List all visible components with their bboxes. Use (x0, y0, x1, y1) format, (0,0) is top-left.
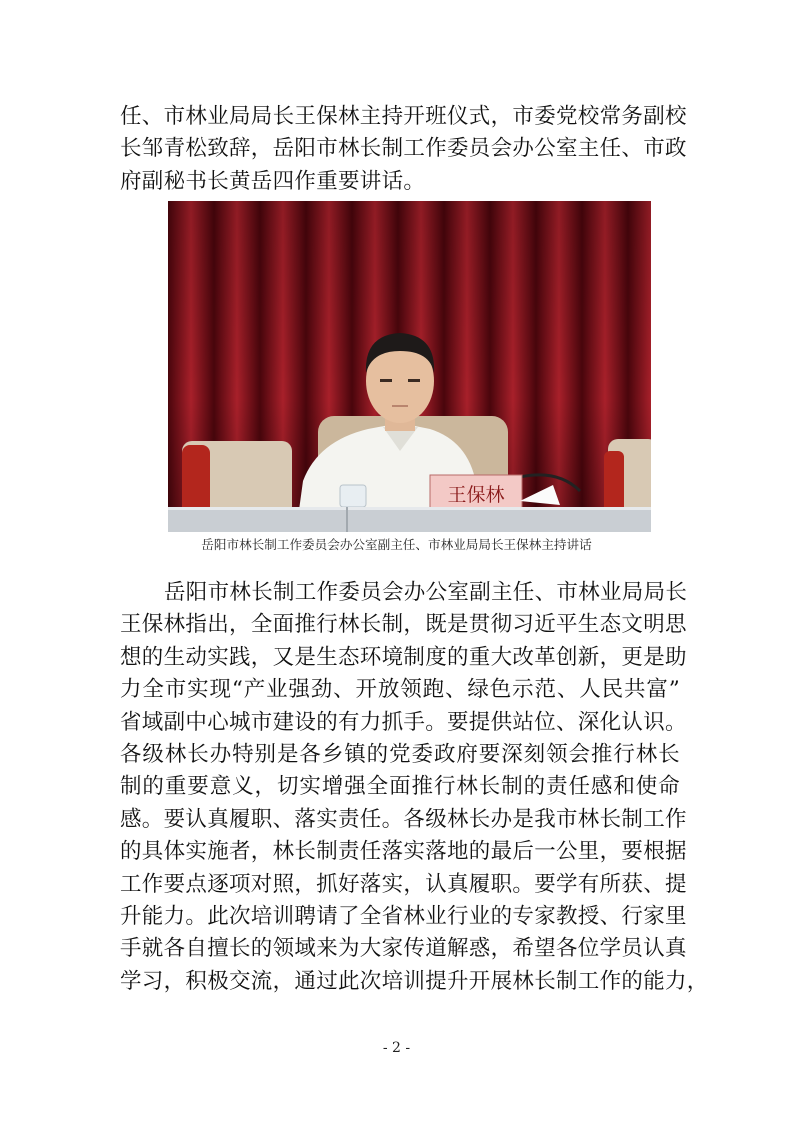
text-line: 府副秘书长黄岳四作重要讲话。 (120, 168, 426, 194)
text-line: 岳阳市林长制工作委员会办公室副主任、市林业局局长 (164, 580, 688, 605)
paragraph-main (120, 577, 709, 998)
name-plate-text: 王保林 (447, 484, 505, 506)
text-line: 各级林长办特别是各乡镇的党委政府要深刻领会推行林长 (120, 742, 680, 768)
paragraph-top (120, 101, 687, 198)
text-line: 的具体实施者，林长制责任落实落地的最后一公里，要根据 (120, 839, 687, 865)
text-line: 制的重要意义，切实增强全面推行林长制的责任感和使命 (120, 774, 680, 800)
right-chair (604, 439, 651, 515)
text-line: 想的生动实践，又是生态环境制度的重大改革创新，更是助 (120, 644, 687, 670)
text-line: 感。要认真履职、落实责任。各级林长办是我市林长制工作 (120, 806, 687, 832)
text-line: 工作要点逐项对照，抓好落实，认真履职。要学有所获、提 (120, 871, 687, 897)
page-number: - 2 - (382, 1040, 411, 1056)
text-line: 省域副中心城市建设的有力抓手。要提供站位、深化认识。 (120, 709, 687, 735)
photo-caption: 岳阳市林长制工作委员会办公室副主任、市林业局局长王保林主持讲话 (201, 537, 592, 552)
text-line: 手就各自擅长的领域来为大家传道解惑，希望各位学员认真 (120, 936, 687, 962)
desk (168, 507, 651, 532)
text-line: 力全市实现“产业强劲、开放领跑、绿色示范、人民共富” (120, 677, 680, 703)
text-line: 王保林指出，全面推行林长制，既是贯彻习近平生态文明思 (120, 612, 687, 638)
left-chair (182, 441, 292, 516)
text-line: 升能力。此次培训聘请了全省林业行业的专家教授、行家里 (120, 904, 687, 930)
text-line: 任、市林业局局长王保林主持开班仪式，市委党校常务副校 (120, 104, 687, 129)
meeting-photo (168, 201, 651, 532)
text-line: 学习，积极交流，通过此次培训提升开展林长制工作的能力， (120, 968, 709, 994)
name-plate (430, 475, 522, 509)
text-line: 长邹青松致辞，岳阳市林长制工作委员会办公室主任、市政 (120, 136, 687, 162)
